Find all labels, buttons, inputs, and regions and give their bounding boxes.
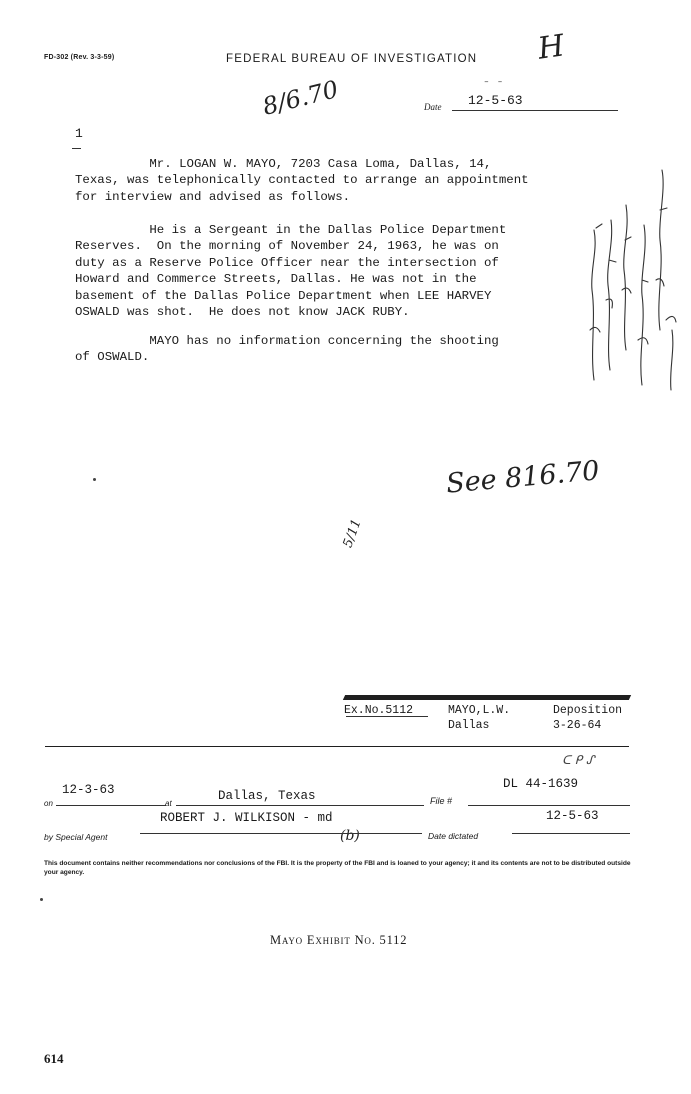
stamp-city: Dallas bbox=[448, 719, 490, 732]
page-number: 1 bbox=[75, 126, 83, 141]
stamp-name: MAYO,L.W. bbox=[448, 704, 511, 717]
dictated-underline bbox=[512, 833, 630, 834]
at-location-value: Dallas, Texas bbox=[218, 789, 316, 803]
date-dictated-label: Date dictated bbox=[428, 831, 479, 841]
rotated-handwritten-mark: 5/11 bbox=[340, 517, 365, 550]
date-underline bbox=[452, 110, 618, 111]
page-number-dash bbox=[72, 148, 81, 149]
date-dash-mark: – – bbox=[484, 78, 505, 87]
special-agent-label: by Special Agent bbox=[44, 832, 108, 842]
exhibit-caption: Mayo Exhibit No. 5112 bbox=[270, 933, 408, 947]
bureau-title: FEDERAL BUREAU OF INVESTIGATION bbox=[226, 53, 478, 65]
at-label: at bbox=[165, 799, 172, 808]
stamp-bar bbox=[343, 695, 631, 700]
agent-handwritten-mark: (b) bbox=[340, 828, 360, 844]
see-reference-note: See 816.70 bbox=[444, 455, 601, 500]
handwritten-file-number: 8/6.70 bbox=[259, 75, 342, 121]
body-paragraph-3: MAYO has no information concerning the shooting of OSWALD. bbox=[75, 334, 499, 365]
stamp-type: Deposition bbox=[553, 704, 623, 717]
file-label: File # bbox=[430, 796, 453, 806]
date-value: 12-5-63 bbox=[468, 93, 523, 108]
body-paragraph-1: Mr. LOGAN W. MAYO, 7203 Casa Loma, Dallas, 14, Texas, was telephonically contacted to arrange an appointment for interview and advised as follows. bbox=[75, 157, 529, 204]
section-divider bbox=[45, 746, 629, 747]
stamp-underline bbox=[346, 716, 428, 717]
date-label: Date bbox=[424, 102, 442, 112]
stray-dot bbox=[93, 478, 96, 481]
agent-underline bbox=[140, 833, 422, 834]
disclaimer-text: This document contains neither recommendations nor conclusions of the FBI. It is the property of the FBI and is loaned to your agency; it and its contents are not to be distributed outside your agency. bbox=[44, 860, 631, 876]
faint-scrawl: ᑕ ᑭ ᔑ bbox=[562, 753, 595, 767]
book-page-number: 614 bbox=[44, 1051, 64, 1066]
corner-handwritten-mark: H bbox=[535, 28, 567, 67]
margin-handwritten-scribble bbox=[576, 150, 691, 400]
body-paragraph-2: He is a Sergeant in the Dallas Police Department Reserves. On the morning of November 24, 1963, he was on duty as a Reserve Police Officer near the intersection of Howard and Commerce Streets, Dallas. He was not in the basement of the Dallas Police Department when LEE HARVEY OSWALD was shot. He does not know JACK RUBY. bbox=[75, 223, 507, 320]
special-agent-value: ROBERT J. WILKISON - md bbox=[160, 811, 333, 825]
stamp-exhibit-number: Ex.No.5112 bbox=[344, 704, 414, 717]
on-underline bbox=[56, 805, 166, 806]
form-id: FD-302 (Rev. 3-3-59) bbox=[44, 54, 115, 61]
on-label: on bbox=[44, 799, 53, 808]
file-underline bbox=[468, 805, 630, 806]
file-number-value: DL 44-1639 bbox=[503, 777, 579, 791]
stamp-date: 3-26-64 bbox=[553, 719, 602, 732]
date-dictated-value: 12-5-63 bbox=[546, 809, 599, 823]
at-underline bbox=[176, 805, 424, 806]
on-date-value: 12-3-63 bbox=[62, 783, 115, 797]
stray-dot bbox=[40, 898, 43, 901]
